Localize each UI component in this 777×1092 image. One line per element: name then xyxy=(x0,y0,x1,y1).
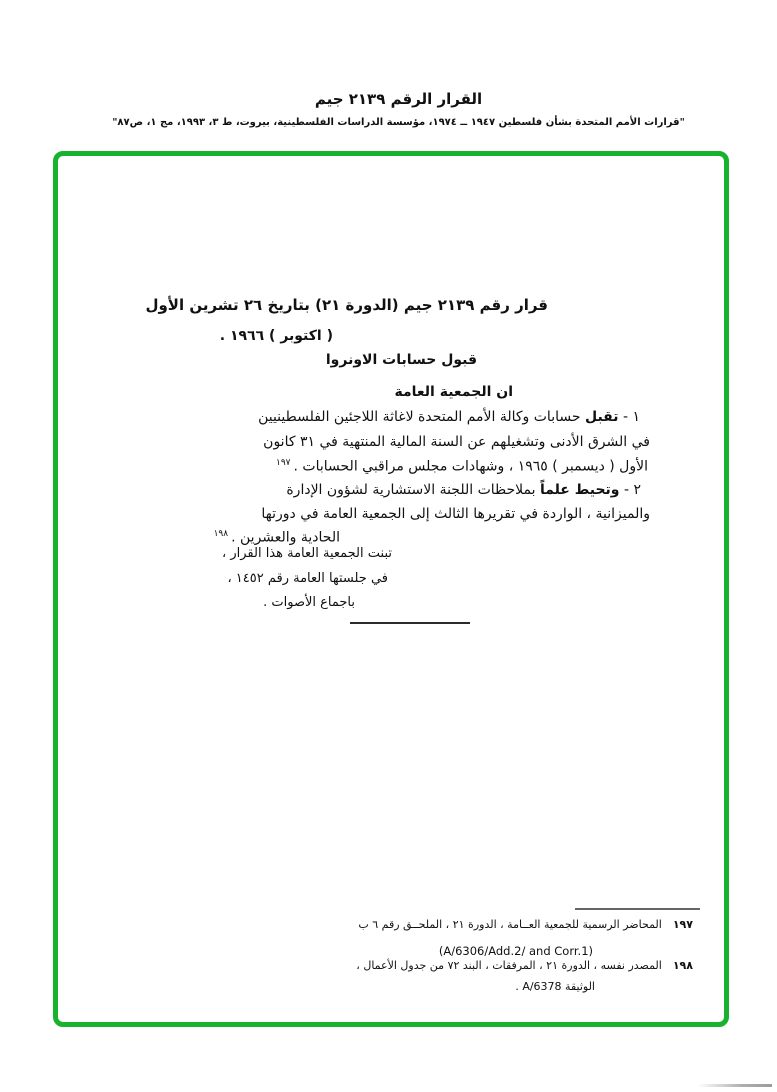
resolution-heading-line2: ( اكتوبر ) ١٩٦٦ . xyxy=(219,328,333,344)
clause2-operative-verb: وتحيط علماً xyxy=(539,482,620,498)
footnote-198-text: المصدر نفسه ، الدورة ٢١ ، المرفقات ، البند ٧٢ من جدول الأعمال ، xyxy=(356,959,662,972)
adoption-divider xyxy=(350,622,470,624)
scan-artifact-smudge xyxy=(698,1084,772,1087)
resolution-heading-line1: قرار رقم ٢١٣٩ جيم (الدورة ٢١) بتاريخ ٢٦ تشرين الأول xyxy=(145,296,548,314)
clause2-line1-text: بملاحظات اللجنة الاستشارية لشؤون الإدارة xyxy=(286,482,540,498)
clause2-line1 xyxy=(286,482,641,498)
clause1-operative-verb: تقبل xyxy=(584,409,619,425)
clause1-line1-text: حسابات وكالة الأمم المتحدة لاغاثة اللاجئين الفلسطينيين xyxy=(258,409,585,425)
footnote-197 xyxy=(358,919,693,932)
clause1-line2: في الشرق الأدنى وتشغيلهم عن السنة المالية المنتهية في ٣١ كانون xyxy=(263,434,650,450)
footnote-197-text: المحاضر الرسمية للجمعية العــامة ، الدورة ٢١ ، الملحــق رقم ٦ ب xyxy=(358,918,662,931)
footnote-ref-198: ١٩٨ xyxy=(213,529,229,539)
footnote-198-document-ref: الوثيقة A/6378 . xyxy=(515,980,595,993)
clause1-line3 xyxy=(276,458,648,475)
footnote-ref-197: ١٩٧ xyxy=(276,458,291,468)
opening-phrase: ان الجمعية العامة xyxy=(394,384,513,400)
resolution-subject: قبول حسابات الاونروا xyxy=(325,352,477,368)
adoption-line3: باجماع الأصوات . xyxy=(263,595,355,610)
clause1-number: ١ - xyxy=(618,409,640,425)
source-citation: "قرارات الأمم المتحدة بشأن فلسطين ١٩٤٧ ــ ١٩٧٤، مؤسسة الدراسات الفلسطينية، بيروت، ط ٣، ١٩٩٣، مج ١، ص٨٧" xyxy=(112,117,685,128)
clause2-line2: والميزانية ، الواردة في تقريرها الثالث إلى الجمعية العامة في دورتها xyxy=(261,506,650,522)
adoption-line2: في جلستها العامة رقم ١٤٥٢ ، xyxy=(227,571,388,586)
footnote-198 xyxy=(356,960,693,973)
clause2-line3 xyxy=(214,529,340,546)
clause1-line3-text: الأول ( ديسمبر ) ١٩٦٥ ، وشهادات مجلس مراقبي الحسابات . xyxy=(293,458,648,475)
footnote-197-number: ١٩٧ xyxy=(672,918,693,931)
footnote-197-document-ref: (A/6306/Add.2/ and Corr.1) xyxy=(438,944,593,958)
clause1-line1 xyxy=(258,409,640,425)
footnote-divider xyxy=(575,908,700,910)
clause2-number: ٢ - xyxy=(619,482,641,498)
page-title: القرار الرقم ٢١٣٩ جيم xyxy=(314,90,483,108)
adoption-line1: تبنت الجمعية العامة هذا القرار ، xyxy=(222,546,392,561)
footnote-198-number: ١٩٨ xyxy=(672,959,693,972)
green-highlight-frame xyxy=(53,151,729,1027)
clause2-line3-text: الحادية والعشرين . xyxy=(231,529,340,546)
